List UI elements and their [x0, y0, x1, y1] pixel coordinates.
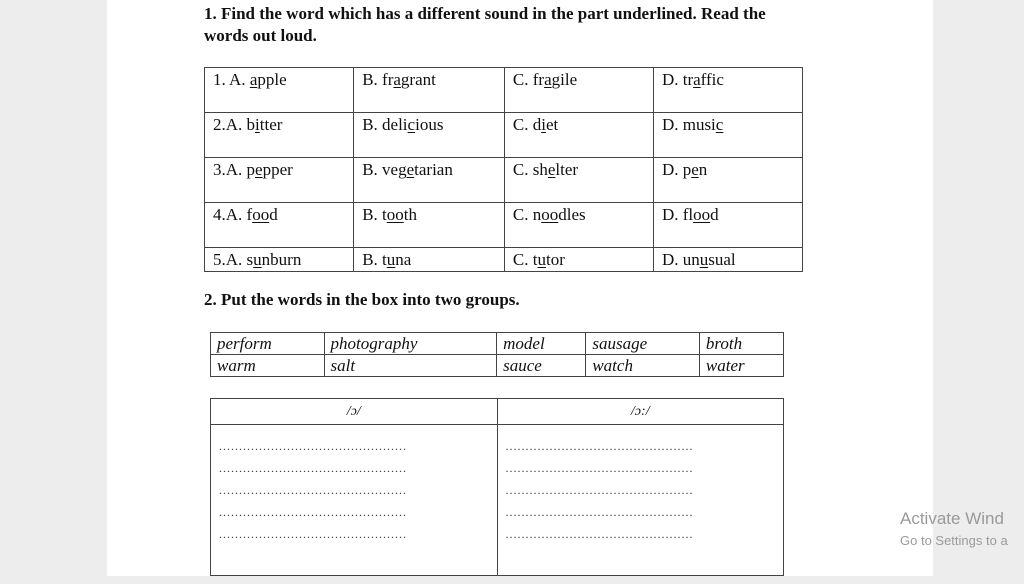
option-text-before: B. t	[362, 250, 387, 269]
group-short-o-answer-area[interactable]	[211, 425, 498, 576]
pronunciation-table	[204, 67, 803, 272]
pronunciation-option[interactable]	[205, 113, 354, 158]
option-text-after: grant	[400, 70, 436, 89]
group-long-o-answer-area[interactable]	[497, 425, 784, 576]
underlined-part: a	[544, 70, 552, 89]
answer-dotted-line[interactable]: ...............................................	[219, 439, 407, 453]
pronunciation-option[interactable]	[653, 68, 802, 113]
word-box-word: warm	[211, 355, 325, 377]
pronunciation-option[interactable]	[354, 158, 505, 203]
pronunciation-option[interactable]	[354, 68, 505, 113]
answer-dotted-line[interactable]: ...............................................	[219, 505, 407, 519]
option-text-before: B. fr	[362, 70, 394, 89]
option-text-after: d	[710, 205, 719, 224]
pronunciation-option[interactable]	[354, 248, 505, 272]
answer-dotted-line[interactable]: ...............................................	[505, 527, 694, 541]
underlined-part: e	[691, 160, 699, 179]
underlined-part: u	[386, 250, 396, 269]
pronunciation-row	[205, 248, 803, 272]
option-text-after: th	[403, 205, 417, 224]
pronunciation-option[interactable]	[354, 113, 505, 158]
watermark-line2: Go to Settings to a	[900, 533, 1008, 548]
option-text-before: D. fl	[661, 205, 694, 224]
underlined-part: i	[541, 115, 546, 134]
underlined-part: u	[537, 250, 546, 269]
option-text-after: pple	[257, 70, 287, 89]
underlined-part: a	[693, 70, 701, 89]
option-text-after: lter	[555, 160, 579, 179]
option-text-before: B. deli	[362, 115, 408, 134]
group-header-long-o: /ɔ:/	[497, 399, 784, 425]
underlined-part: oo	[252, 205, 270, 224]
pronunciation-row	[205, 203, 803, 248]
option-text-before: D. tr	[661, 70, 694, 89]
underlined-part: i	[255, 115, 260, 134]
option-text-after: na	[395, 250, 412, 269]
underlined-part: a	[393, 70, 401, 89]
option-text-after: tter	[259, 115, 283, 134]
option-text-before: C. sh	[512, 160, 548, 179]
option-text-before: C. fr	[512, 70, 545, 89]
option-text-after: nburn	[261, 250, 302, 269]
word-box-word: broth	[699, 333, 783, 355]
pronunciation-option[interactable]	[653, 113, 802, 158]
underlined-part: c	[715, 115, 724, 134]
pronunciation-option[interactable]	[504, 113, 653, 158]
word-box-word: water	[699, 355, 783, 377]
option-text-before: D. musi	[661, 115, 716, 134]
exercise-1-heading-line2: words out loud.	[204, 26, 317, 45]
option-text-before: C. d	[512, 115, 542, 134]
exercise-1-heading	[204, 3, 844, 47]
answer-dotted-line[interactable]: ...............................................	[219, 527, 407, 541]
pronunciation-option[interactable]	[653, 248, 802, 272]
answer-dotted-line[interactable]: ...............................................	[505, 461, 694, 475]
option-text-after: gile	[551, 70, 578, 89]
option-text-before: D. un	[661, 250, 700, 269]
word-box-word: sausage	[586, 333, 700, 355]
word-box-word: model	[497, 333, 586, 355]
answer-dotted-line[interactable]: ...............................................	[505, 483, 694, 497]
pronunciation-option[interactable]	[504, 68, 653, 113]
answer-dotted-line[interactable]: ...............................................	[505, 505, 694, 519]
pronunciation-row	[205, 158, 803, 203]
option-text-before: B. veg	[362, 160, 407, 179]
windows-activation-watermark	[900, 509, 1008, 548]
word-box-row	[211, 355, 784, 377]
word-box-word: perform	[211, 333, 325, 355]
option-text-after: d	[269, 205, 278, 224]
option-text-before: C. t	[512, 250, 538, 269]
option-text-after: et	[545, 115, 559, 134]
option-text-before: 3.A. p	[213, 160, 256, 179]
option-text-after: tor	[545, 250, 565, 269]
watermark-line1: Activate Wind	[900, 509, 1004, 528]
pronunciation-option[interactable]	[504, 248, 653, 272]
underlined-part: u	[699, 250, 709, 269]
word-box-row	[211, 333, 784, 355]
option-text-after: tarian	[414, 160, 453, 179]
sound-groups-table	[210, 398, 784, 576]
worksheet-page	[107, 0, 933, 576]
underlined-part: u	[253, 250, 262, 269]
underlined-part: a	[249, 70, 258, 89]
pronunciation-option[interactable]	[653, 203, 802, 248]
option-text-after: ffic	[700, 70, 724, 89]
option-text-before: D. p	[661, 160, 692, 179]
word-box-word: watch	[586, 355, 700, 377]
underlined-part: c	[407, 115, 416, 134]
option-text-before: B. t	[362, 205, 387, 224]
exercise-2-heading: 2. Put the words in the box into two groups.	[204, 290, 520, 309]
pronunciation-row	[205, 68, 803, 113]
underlined-part: oo	[693, 205, 711, 224]
option-text-after: dles	[558, 205, 586, 224]
pronunciation-row	[205, 113, 803, 158]
word-box-word: photography	[324, 333, 497, 355]
underlined-part: e	[547, 160, 556, 179]
option-text-after: n	[698, 160, 708, 179]
option-text-after: ious	[415, 115, 444, 134]
option-text-before: 2.A. b	[213, 115, 256, 134]
pronunciation-option[interactable]	[205, 248, 354, 272]
option-text-before: C. n	[512, 205, 542, 224]
pronunciation-option[interactable]	[205, 68, 354, 113]
word-box-word: sauce	[497, 355, 586, 377]
answer-dotted-line[interactable]: ...............................................	[505, 439, 694, 453]
pronunciation-option[interactable]	[205, 158, 354, 203]
answer-dotted-line[interactable]: ...............................................	[219, 483, 407, 497]
answer-dotted-line[interactable]: ...............................................	[219, 461, 407, 475]
pronunciation-option[interactable]	[354, 203, 505, 248]
option-text-after: sual	[708, 250, 736, 269]
pronunciation-option[interactable]	[653, 158, 802, 203]
option-text-after: pper	[262, 160, 293, 179]
group-header-short-o: /ɔ/	[211, 399, 498, 425]
option-text-before: 4.A. f	[213, 205, 253, 224]
pronunciation-option[interactable]	[504, 203, 653, 248]
option-text-before: 5.A. s	[213, 250, 254, 269]
underlined-part: e	[255, 160, 263, 179]
word-box	[210, 332, 784, 377]
pronunciation-option[interactable]	[504, 158, 653, 203]
exercise-1-heading-line1: 1. Find the word which has a different sound in the part underlined. Read the	[204, 4, 766, 23]
word-box-word: salt	[324, 355, 497, 377]
option-text-before: 1. A.	[213, 70, 250, 89]
underlined-part: oo	[541, 205, 559, 224]
pronunciation-option[interactable]	[205, 203, 354, 248]
underlined-part: e	[406, 160, 415, 179]
underlined-part: oo	[386, 205, 404, 224]
